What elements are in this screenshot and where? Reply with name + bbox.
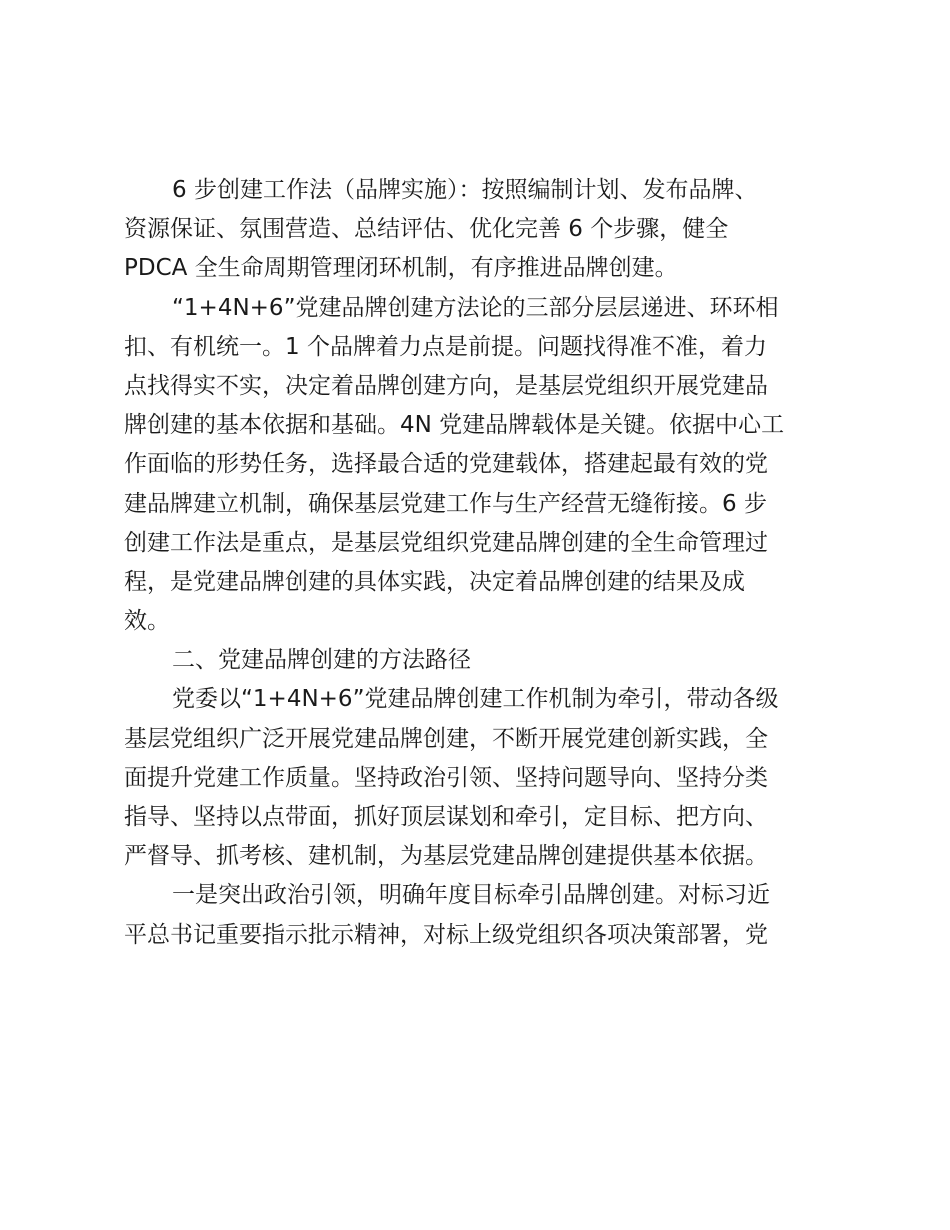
text-line-2: 资源保证、氛围营造、总结评估、优化完善 6 个步骤，健全: [124, 216, 729, 243]
text-line-9: 建品牌建立机制，确保基层党建工作与生产经营无缝衔接。6 步: [124, 490, 767, 517]
section-heading: 二、党建品牌创建的方法路径: [172, 647, 471, 674]
text-line-1: 6 步创建工作法（品牌实施）：按照编制计划、发布品牌、: [172, 177, 758, 203]
text-line-20: 平总书记重要指示批示精神，对标上级党组织各项决策部署，党: [124, 921, 768, 948]
text-line-11: 程，是党建品牌创建的具体实践，决定着品牌创建的结果及成: [124, 568, 745, 595]
text-line-15: 基层党组织广泛开展党建品牌创建，不断开展党建创新实践，全: [124, 725, 768, 752]
text-line-3: PDCA 全生命周期管理闭环机制，有序推进品牌创建。: [124, 255, 678, 282]
text-line-17: 指导、坚持以点带面，抓好顶层谋划和牵引，定目标、把方向、: [124, 804, 768, 830]
text-line-19: 一是突出政治引领，明确年度目标牵引品牌创建。对标习近: [172, 882, 770, 909]
text-line-5: 扣、有机统一。1 个品牌着力点是前提。问题找得准不准，着力: [124, 333, 767, 360]
text-line-16: 面提升党建工作质量。坚持政治引领、坚持问题导向、坚持分类: [124, 764, 768, 791]
text-line-6: 点找得实不实，决定着品牌创建方向，是基层党组织开展党建品: [124, 372, 768, 399]
text-line-4: “1+4N+6”党建品牌创建方法论的三部分层层递进、环环相: [172, 294, 779, 321]
text-line-10: 创建工作法是重点，是基层党组织党建品牌创建的全生命管理过: [124, 529, 768, 556]
text-line-12: 效。: [124, 608, 170, 635]
text-line-8: 作面临的形势任务，选择最合适的党建载体，搭建起最有效的党: [124, 451, 768, 478]
document-body: [124, 171, 840, 955]
text-line-18: 严督导、抓考核、建机制，为基层党建品牌创建提供基本依据。: [124, 843, 768, 870]
text-line-7: 牌创建的基本依据和基础。4N 党建品牌载体是关键。依据中心工: [124, 412, 785, 439]
text-line-14: 党委以“1+4N+6”党建品牌创建工作机制为牵引，带动各级: [172, 686, 779, 713]
